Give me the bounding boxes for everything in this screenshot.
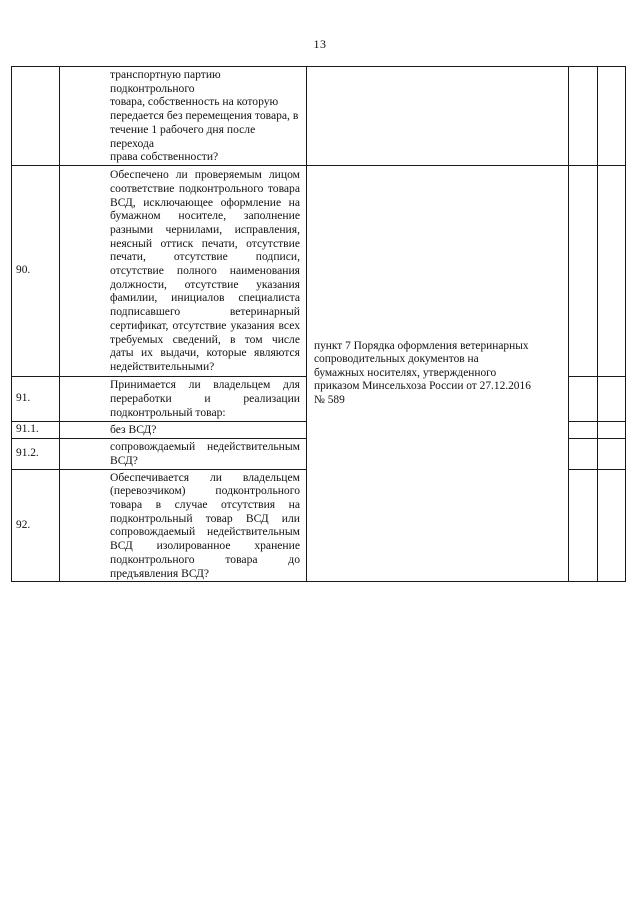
row-number: 91.2. xyxy=(12,438,60,469)
basis-cell-empty xyxy=(307,67,569,166)
question-text: без ВСД? xyxy=(110,422,157,436)
question-cell xyxy=(60,421,307,438)
mark-cell xyxy=(569,67,598,166)
question-cell xyxy=(60,165,307,376)
mark-cell xyxy=(598,376,626,421)
question-text: Обеспечено ли проверяемым лицом соответствие подконтрольного товара ВСД, исключающее оформление на бумажном носителе, заполнение разными чернилами, исправления, неясный оттиск печати, отсутствие печати, отсутствие подписи, отсутствие полного наименования должности, отсутствие указания фамилии, инициалов специалиста подписавшего ветеринарный сертификат, отсутствие указания всех требуемых сведений, в том числе даты их выдачи, которые являются недействительными? xyxy=(110,168,300,373)
table-row xyxy=(12,67,626,166)
row-number xyxy=(12,67,60,166)
mark-cell xyxy=(569,438,598,469)
table-row xyxy=(12,165,626,376)
row-number: 91. xyxy=(12,376,60,421)
question-text: Обеспечивается ли владельцем (перевозчиком) подконтрольного товара в случае отсутствия на подконтрольный товар ВСД или сопровождаемый недействительным ВСД изолированное хранение подконтрольного товара до предъявления ВСД? xyxy=(110,470,300,580)
row-number: 91.1. xyxy=(12,421,60,438)
question-cell xyxy=(60,438,307,469)
mark-cell xyxy=(569,376,598,421)
page-number: 13 xyxy=(313,37,327,51)
mark-cell xyxy=(569,165,598,376)
checklist-table xyxy=(11,66,626,582)
mark-cell xyxy=(598,469,626,582)
mark-cell xyxy=(598,421,626,438)
question-cell xyxy=(60,469,307,582)
question-cell xyxy=(60,376,307,421)
mark-cell xyxy=(598,67,626,166)
mark-cell xyxy=(598,165,626,376)
question-text: Принимается ли владельцем для переработки и реализации подконтрольный товар: xyxy=(110,378,300,419)
mark-cell xyxy=(598,438,626,469)
question-cell xyxy=(60,67,307,166)
mark-cell xyxy=(569,421,598,438)
legal-basis-cell: пункт 7 Порядка оформления ветеринарных сопроводительных документов на бумажных носителях, утвержденного приказом Минсельхоза России от 27.12.2016 № 589 xyxy=(307,165,569,581)
row-number: 90. xyxy=(12,165,60,376)
row-number: 92. xyxy=(12,469,60,582)
question-text: транспортную партию подконтрольного товара, собственность на которую передается без перемещения товара, в течение 1 рабочего дня после перехода права собственности? xyxy=(110,68,299,164)
question-text: сопровождаемый недействительным ВСД? xyxy=(110,439,300,467)
mark-cell xyxy=(569,469,598,582)
